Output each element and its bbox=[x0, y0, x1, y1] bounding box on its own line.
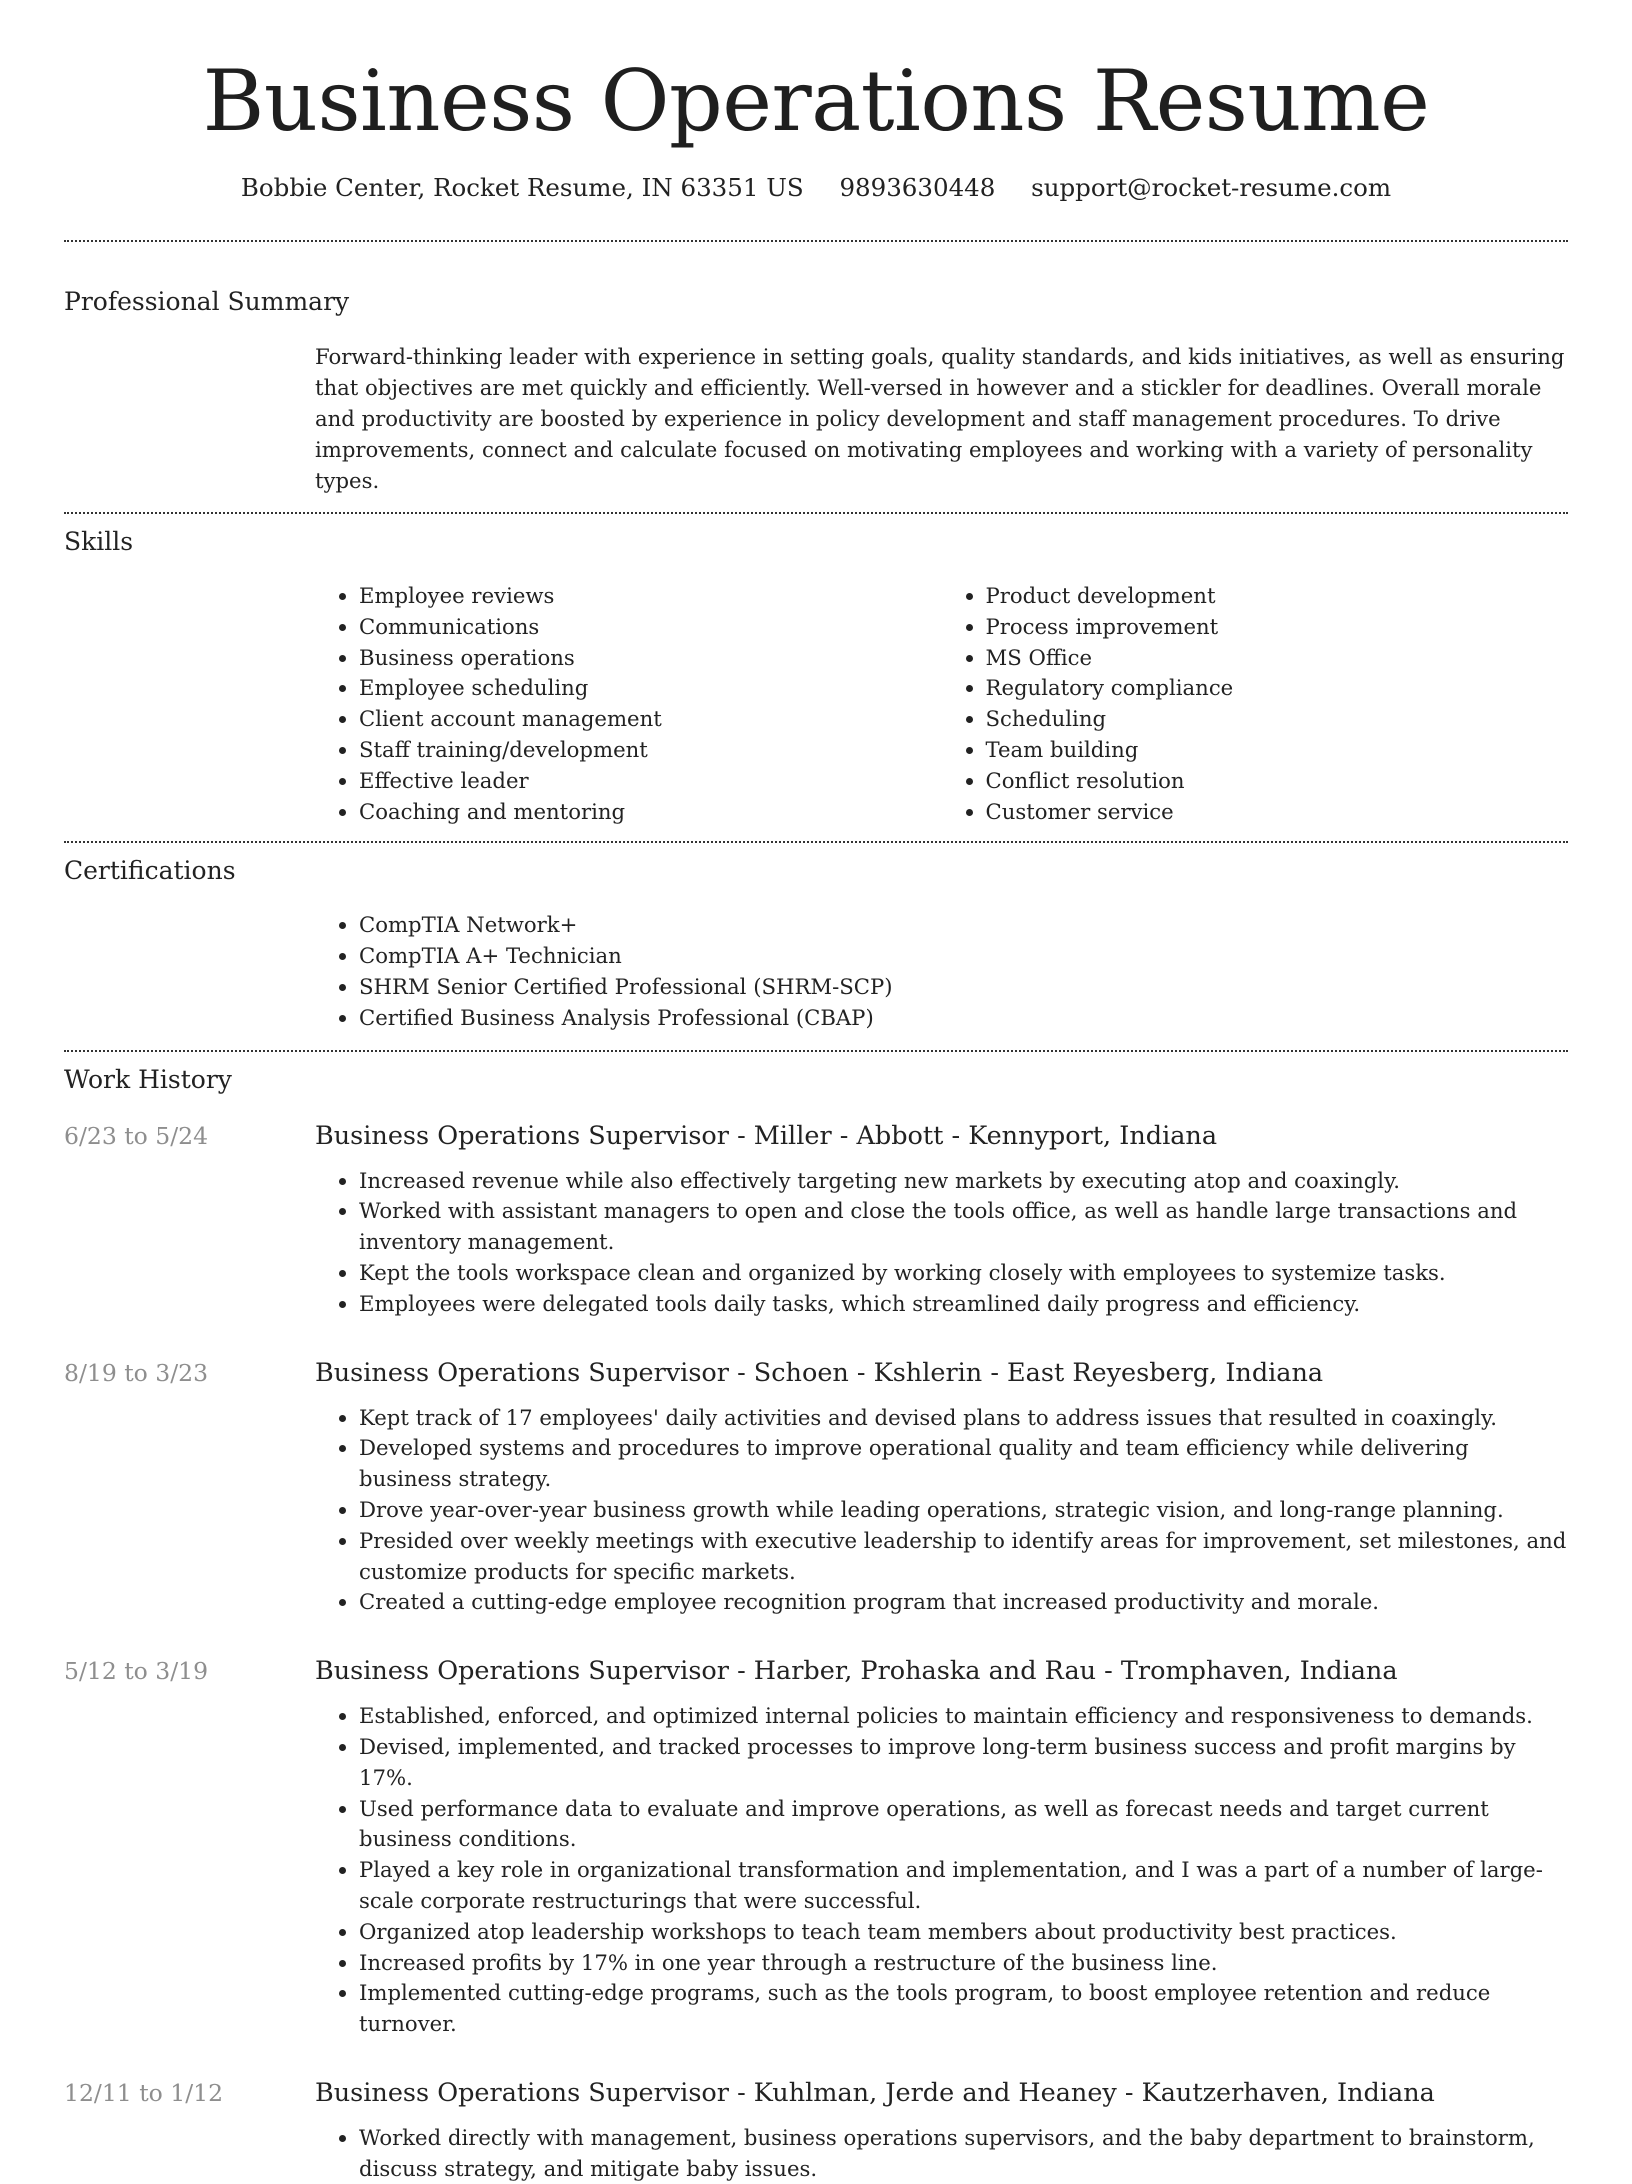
job-entry bbox=[64, 1356, 1568, 1619]
job-body bbox=[315, 1119, 1568, 1320]
skill-item: • Communications bbox=[359, 612, 942, 643]
job-body bbox=[315, 1356, 1568, 1619]
resume-page bbox=[64, 0, 1568, 2184]
certification-item: • SHRM Senior Certified Professional (SHRM-SCP) bbox=[359, 972, 1568, 1003]
skill-item: • Conflict resolution bbox=[986, 766, 1569, 797]
section-divider bbox=[64, 240, 1568, 242]
job-dates: 6/23 to 5/24 bbox=[64, 1121, 209, 1150]
certification-item: • CompTIA A+ Technician bbox=[359, 941, 1568, 972]
work-history-heading: Work History bbox=[64, 1064, 232, 1094]
job-bullet: • Established, enforced, and optimized internal policies to maintain efficiency and responsiveness to demands. bbox=[359, 1701, 1568, 1732]
job-dates: 5/12 to 3/19 bbox=[64, 1657, 209, 1686]
skills-heading: Skills bbox=[64, 527, 134, 556]
contact-address: Bobbie Center, Rocket Resume, IN 63351 US bbox=[240, 173, 804, 202]
skill-item: • Client account management bbox=[359, 704, 942, 735]
job-bullets bbox=[315, 2123, 1568, 2184]
skill-item: • Regulatory compliance bbox=[986, 673, 1569, 704]
job-title: Business Operations Supervisor - Miller - Abbott - Kennyport, Indiana bbox=[315, 1120, 1218, 1151]
job-bullet: • Drove year-over-year business growth while leading operations, strategic vision, and long-range planning. bbox=[359, 1495, 1568, 1526]
contact-email: support@rocket-resume.com bbox=[1031, 173, 1392, 202]
job-bullet: • Kept the tools workspace clean and organized by working closely with employees to systemize tasks. bbox=[359, 1258, 1568, 1289]
skill-item: • Employee scheduling bbox=[359, 673, 942, 704]
job-bullet: • Increased revenue while also effectively targeting new markets by executing atop and coaxingly. bbox=[359, 1166, 1568, 1197]
summary-section bbox=[64, 285, 1568, 496]
section-divider bbox=[64, 1050, 1568, 1052]
summary-heading: Professional Summary bbox=[64, 287, 350, 316]
skill-item: • Scheduling bbox=[986, 704, 1569, 735]
section-divider bbox=[64, 841, 1568, 843]
job-bullets bbox=[315, 1701, 1568, 2040]
skill-item: • Team building bbox=[986, 735, 1569, 766]
job-body bbox=[315, 1654, 1568, 2040]
job-bullets bbox=[315, 1166, 1568, 1320]
certification-item: • Certified Business Analysis Professional (CBAP) bbox=[359, 1003, 1568, 1034]
job-entry bbox=[64, 2076, 1568, 2184]
job-bullet: • Used performance data to evaluate and improve operations, as well as forecast needs and target current business conditions. bbox=[359, 1794, 1568, 1856]
job-dates: 12/11 to 1/12 bbox=[64, 2078, 224, 2107]
skill-item: • Process improvement bbox=[986, 612, 1569, 643]
skills-section bbox=[64, 525, 1568, 827]
job-bullet: • Increased profits by 17% in one year through a restructure of the business line. bbox=[359, 1948, 1568, 1979]
job-bullet: • Developed systems and procedures to improve operational quality and team efficiency while delivering business strategy. bbox=[359, 1433, 1568, 1495]
section-divider bbox=[64, 512, 1568, 514]
contact-phone: 9893630448 bbox=[839, 173, 996, 202]
certification-item: • CompTIA Network+ bbox=[359, 910, 1568, 941]
contact-line bbox=[64, 172, 1568, 204]
job-dates: 8/19 to 3/23 bbox=[64, 1358, 209, 1387]
certifications-heading: Certifications bbox=[64, 856, 236, 886]
skill-item: • Product development bbox=[986, 581, 1569, 612]
skills-columns bbox=[315, 581, 1568, 827]
job-bullet: • Presided over weekly meetings with executive leadership to identify areas for improvement, set milestones, and customize products for specific markets. bbox=[359, 1526, 1568, 1588]
skill-item: • Employee reviews bbox=[359, 581, 942, 612]
certifications-block bbox=[315, 910, 1568, 1033]
job-bullet: • Played a key role in organizational transformation and implementation, and I was a part of a number of large-scale corporate restructurings that were successful. bbox=[359, 1855, 1568, 1917]
skills-list-left bbox=[315, 581, 942, 827]
job-bullet: • Employees were delegated tools daily tasks, which streamlined daily progress and efficiency. bbox=[359, 1289, 1568, 1320]
job-title: Business Operations Supervisor - Harber, Prohaska and Rau - Tromphaven, Indiana bbox=[315, 1656, 1398, 1687]
job-entry bbox=[64, 1654, 1568, 2040]
skills-list-right bbox=[942, 581, 1569, 827]
skill-item: • Staff training/development bbox=[359, 735, 942, 766]
job-entry bbox=[64, 1119, 1568, 1320]
job-bullet: • Created a cutting-edge employee recognition program that increased productivity and morale. bbox=[359, 1587, 1568, 1618]
job-bullet: • Worked with assistant managers to open and close the tools office, as well as handle large transactions and inventory management. bbox=[359, 1196, 1568, 1258]
work-history-section bbox=[64, 1063, 1568, 2184]
job-bullets bbox=[315, 1403, 1568, 1619]
certifications-list bbox=[315, 910, 1568, 1033]
skill-item: • MS Office bbox=[986, 643, 1569, 674]
skill-item: • Coaching and mentoring bbox=[359, 797, 942, 828]
job-body bbox=[315, 2076, 1568, 2184]
job-title: Business Operations Supervisor - Kuhlman, Jerde and Heaney - Kautzerhaven, Indiana bbox=[315, 2077, 1435, 2108]
resume-title: Business Operations Resume bbox=[202, 52, 1430, 150]
job-bullet: • Devised, implemented, and tracked processes to improve long-term business success and profit margins by 17%. bbox=[359, 1732, 1568, 1794]
job-bullet: • Organized atop leadership workshops to teach team members about productivity best practices. bbox=[359, 1917, 1568, 1948]
job-title: Business Operations Supervisor - Schoen - Kshlerin - East Reyesberg, Indiana bbox=[315, 1357, 1324, 1388]
job-bullet: • Implemented cutting-edge programs, such as the tools program, to boost employee retention and reduce turnover. bbox=[359, 1978, 1568, 2040]
job-bullet: • Worked directly with management, business operations supervisors, and the baby department to brainstorm, discuss strategy, and mitigate baby issues. bbox=[359, 2123, 1568, 2184]
skill-item: • Customer service bbox=[986, 797, 1569, 828]
summary-text: Forward-thinking leader with experience in setting goals, quality standards, and kids initiatives, as well as ensuring that objectives are met quickly and efficiently. Well-versed in however and a stickler for deadlines. Overall morale and productivity are boosted by experience in policy development and staff management procedures. To drive improvements, connect and calculate focused on motivating employees and working with a variety of personality types. bbox=[315, 344, 1565, 493]
skill-item: • Effective leader bbox=[359, 766, 942, 797]
certifications-section bbox=[64, 854, 1568, 1033]
skill-item: • Business operations bbox=[359, 643, 942, 674]
job-bullet: • Kept track of 17 employees' daily activities and devised plans to address issues that resulted in coaxingly. bbox=[359, 1403, 1568, 1434]
